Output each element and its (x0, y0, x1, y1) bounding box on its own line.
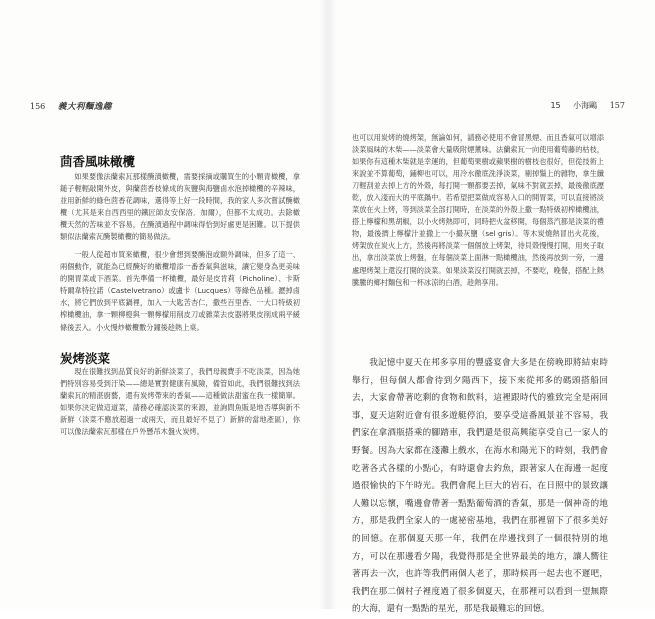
right-running-head (550, 100, 625, 111)
mussels-paragraph-2 (352, 132, 604, 289)
paragraph-text: 如果要像法蘭索瓦那樣醃漬橄欖，需要採摘或購買生的小顆青橄欖，拿鎚子輕輕敲開外皮，與蘭茴香枝條成的灰鹽與海鹽鹵水泡掉橄欖的辛辣味，並用新鮮的綠色茴香花調味，選得等上好一段時間，我的家人多次嘗試醃橄欖（尤其是來自西西里的鐵匠師友安保洛．加爾），但都不太成功。去除橄欖天然的苦味並不容易，在醃漬過程中調味得恰到好處更是困難。以下提供類似法蘭索瓦醃製橄欖的簡易做法。 (60, 172, 300, 242)
paragraph-text: 我記憶中夏天在邦多享用的豐盛宴會大多是在傍晚即將結束時舉行，但每個人都會待到夕陽西下，接下來從邦多的碼頭搭船回去，大家會帶著吃剩的食物和飲料，這裡跟時代的雅致完全是兩回事，夏天這附近會有很多遊艇停泊，要享受這番風景並不容易，我們家在拿酒瓶搭乘的腳踏車，我們還是很高興能享受自己一家人的野餐。因為大家都在淺灘上戲水，在海水和陽光下的時刻，我們會吃著各式各樣的小點心，有時還會去釣魚，跟著家人在海邊一起度過很愉快的下午時光。我們會爬上巨大的岩石，在日照中的景致讓人難以忘懷，嘴邊會帶著一點點葡萄酒的香氣，那是一個神奇的地方，那是我們全家人的一處祕密基地，我們在那裡留下了很多美好的回憶。在那個夏天那一年，我們在岸邊找到了一個很特別的地方，可以在那邊看夕陽，我覺得那是全世界最美的地方，讓人嚮往著再去一次，也許等我們兩個人老了，那時候再一起去也不遲吧，我們在那二個村子裡度過了很多個夏天，在那裡可以看到一望無際的大海，還有一點點的星光，那是我最難忘的回憶。 (352, 358, 608, 615)
olives-paragraph-1 (60, 171, 300, 244)
chapter-number: 15 (550, 101, 561, 110)
book-gutter (320, 0, 336, 609)
left-page-number: 156 (30, 102, 46, 111)
paragraph-text: 一般人從超市買來橄欖，很少會想到要醃泡或額外調味，但多了這一、兩個動作，就能為已經醃好的橄欖增添一番香氣與滋味，讓它變身為更美味的開胃菜或下酒菜。首先準備一杯橄欖，最好是皮肯莉（Picholine）、卡斯特爾韋特拉諾（Castelvetrano）或盧卡（Lucques）等綠色品種。瀝掉鹵水，將它們放到平底鍋裡，加入一大匙苦杏仁，撒些百里香、一大口特級初榨橄欖油，拿一顆柳橙與一顆檸檬用削皮刀或雜菜去皮器將果皮削成兩平緩條後丟入。小火慢炒橄欖數分鐘後趁熱上桌。 (60, 250, 300, 332)
olives-paragraph-2 (60, 249, 300, 334)
section-heading-olives: 茴香風味橄欖 (60, 154, 136, 169)
section-heading-mussels: 炭烤淡菜 (60, 351, 111, 366)
mussels-paragraph-1 (60, 366, 300, 439)
left-running-head (30, 100, 112, 112)
right-page-number: 157 (609, 101, 625, 110)
memoir-paragraph (352, 355, 608, 619)
chapter-title: 小海鷗 (573, 101, 598, 110)
paragraph-text: 也可以用炭烤的燒烤架，無論如何，請務必使用不會冒黑煙、而且香氣可以增添淡菜風味的木柴——淡菜會大量吸附煙薰味。法蘭索瓦一向使用葡萄藤的枯枝，如果你有這種木柴就是幸運的，但葡萄果樹或蘋果樹的樹枝也很好，但從技術上來說並不算葡萄，鋪柳也可以，用冷水徹底洗淨淡菜，剔掉鬚上的雜物，拿生纖刀輕刮並去掉上方的外殼，每打開一顆都要丟掉，氣味不對就丟掉，最後徹底瀝乾，放入淺而大的平底鍋中。若希望把菜做成容易入口的開胃菜，可以直接將淡菜放在火上烤，等到淡菜全部打開時，在淡菜的外殼上撒一點特級初榨橄欖油，搭上檸檬和黑胡椒，以小火烤熱即可，同時把火盆移開，每個蒸汽都是淡菜的禮物，最後擠上檸檬汁並撒上一小撮灰鹽（sel gris）。等木炭燒熱冒出火花後，烤架放在炭火上方，然後再將淡菜一個個放上烤架，待貝殼慢慢打開，用夾子取出，拿出淡菜放上烤盤，在每個淡菜上面淋一點橄欖油，然後再放到一旁，一邊處理烤架上還沒打開的淡菜。如果淡菜沒打開就丟掉，不要吃，晚餐，搭配上熱騰騰的鄉村麵包和一杯冰涼的白酒，趁熱享用。 (352, 133, 604, 287)
left-page (0, 0, 327, 609)
paragraph-text: 現在很難找到品質良好的新鮮淡菜了，我們母親費手不吃淡菜，因為她們特別容易受到汙染——總是實對健康有風險，備管如此，我們很難找到法蘭索瓦的精湛廚藝，還有炭烤帶來的香氣——這種做法甜蜜在我一樣簡單。如果你決定做這道菜，請務必確認淡菜的來源，並詢問魚販是地否導與新不新鮮（淡菜不應放超過一或兩天，而且最好不見了）新鮮的當地產區），你可以像法蘭索瓦那樣在戶外懸吊木盤火炭烤。 (60, 367, 300, 437)
book-title-running-head: 義大利麵逸趣 (57, 102, 112, 112)
